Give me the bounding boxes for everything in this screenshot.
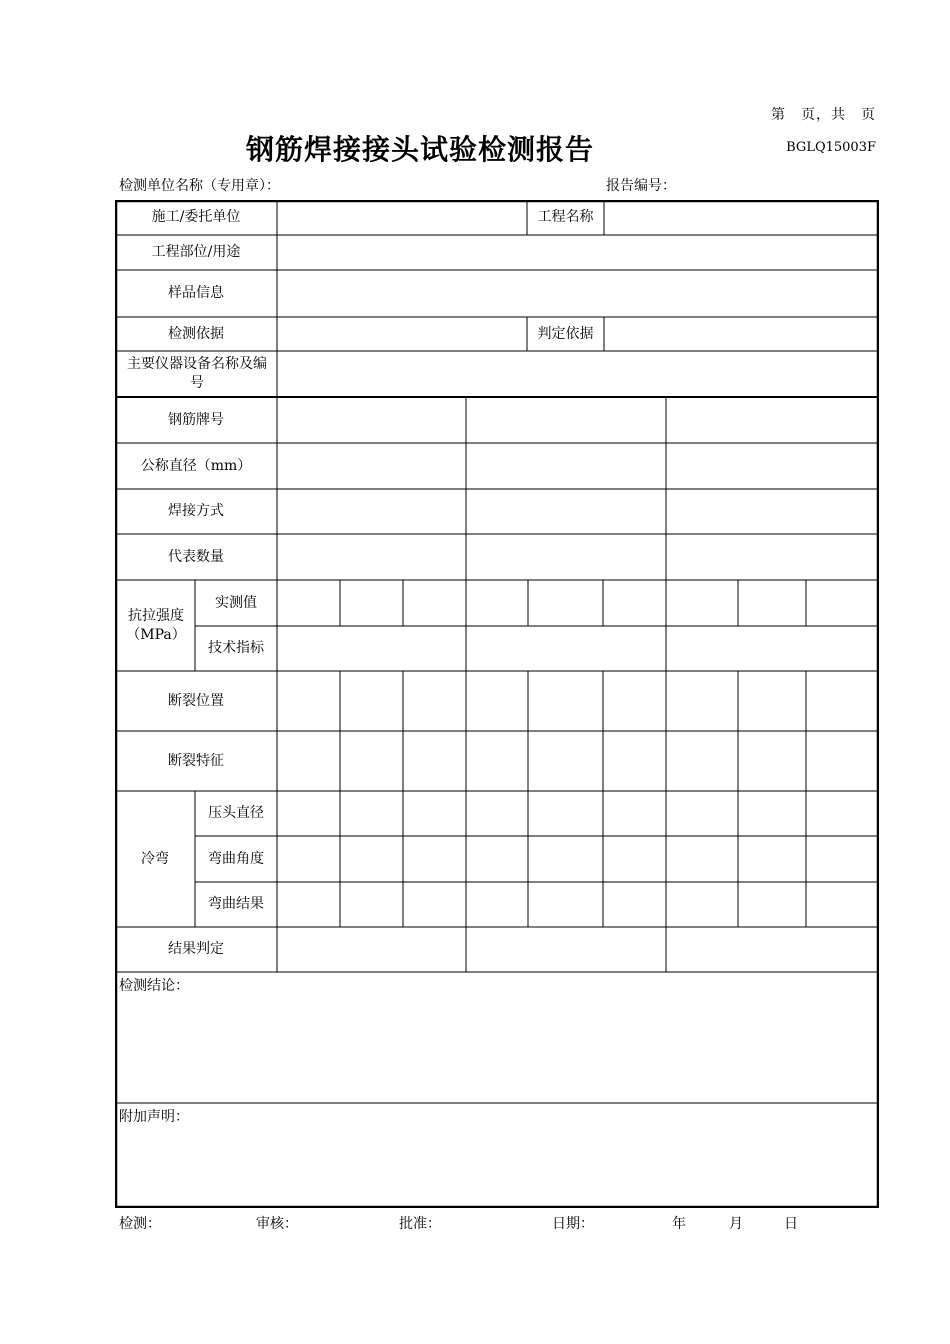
report-form	[115, 200, 879, 1208]
tensile-strength-label: 抗拉强度（MPa）	[126, 607, 186, 643]
instrument-label: 主要仪器设备名称及编号	[127, 356, 267, 391]
client-label: 施工/委托单位	[151, 209, 241, 225]
steel-grade-label: 钢筋牌号	[168, 411, 224, 428]
fracture-position-label: 断裂位置	[168, 692, 224, 709]
approver-label: 批准：	[399, 1216, 441, 1232]
remark-label: 附加声明：	[119, 1109, 189, 1125]
form-code: BGLQ15003F	[786, 140, 876, 155]
cold-bend-label: 冷弯	[141, 850, 169, 867]
nominal-diameter-label: 公称直径（mm）	[140, 457, 252, 474]
measured-value-label: 实测值	[215, 594, 257, 611]
weld-method-label: 焊接方式	[168, 503, 224, 519]
sample-info-label: 样品信息	[168, 285, 224, 301]
project-name-label: 工程名称	[537, 209, 594, 225]
conclusion-label: 检测结论：	[119, 978, 189, 994]
technical-index-label: 技术指标	[208, 640, 264, 656]
fracture-feature-label: 断裂特征	[168, 752, 224, 769]
page-title: 钢筋焊接接头试验检测报告	[245, 133, 594, 166]
reviewer-label: 审核：	[256, 1216, 298, 1232]
bend-angle-label: 弯曲角度	[208, 850, 264, 867]
test-unit-label: 检测单位名称（专用章）：	[119, 178, 280, 194]
day-label: 日	[784, 1216, 798, 1232]
judge-basis-label: 判定依据	[537, 325, 594, 342]
quantity-label: 代表数量	[168, 548, 224, 565]
year-label: 年	[672, 1216, 686, 1232]
tester-label: 检测：	[119, 1216, 161, 1232]
head-diameter-label: 压头直径	[208, 805, 264, 821]
test-basis-label: 检测依据	[168, 325, 224, 342]
project-part-label: 工程部位/用途	[151, 244, 241, 260]
bend-result-label: 弯曲结果	[208, 896, 264, 912]
date-label: 日期：	[552, 1216, 594, 1232]
page-info: 第 页，共 页	[771, 107, 876, 123]
report-number-label: 报告编号：	[606, 178, 676, 194]
result-judgment-label: 结果判定	[168, 941, 224, 957]
month-label: 月	[729, 1216, 743, 1232]
